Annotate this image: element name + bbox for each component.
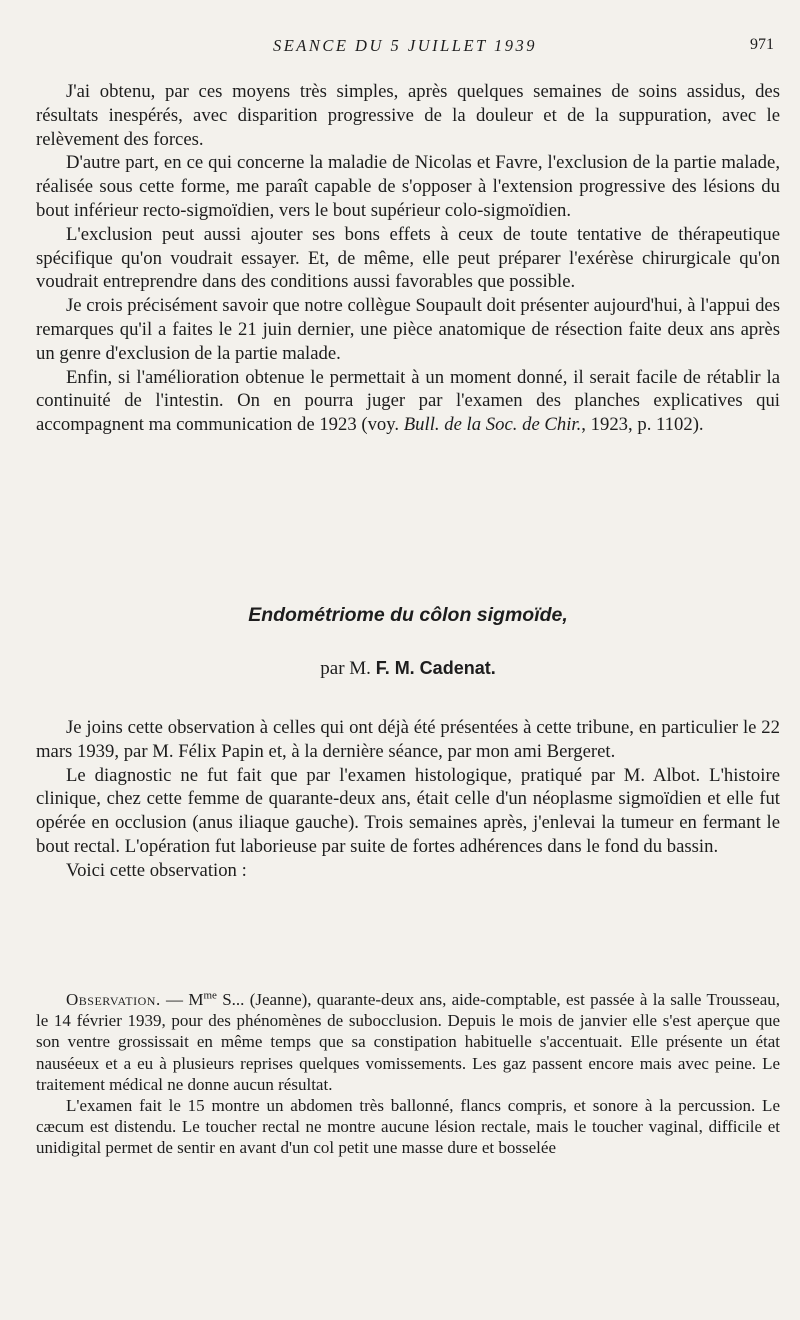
paragraph-with-citation [36, 366, 780, 437]
paragraph: J'ai obtenu, par ces moyens très simples, après quelques semaines de soins assidus, des résultats inespérés, avec disparition progressive de la douleur et de la suppuration, avec le relèvement des forces. [36, 81, 780, 150]
paragraph: Voici cette observation : [66, 859, 247, 881]
observation-paragraph: L'examen fait le 15 montre un abdomen très ballonné, flancs compris, et sonore à la percussion. Le cæcum est distendu. Le toucher rectal ne montre aucune lésion rectale, mais le toucher vaginal, difficile et unidigital permet de sentir en avant d'un col petit une masse dure et bosselée [36, 1096, 780, 1158]
observation-dash: — M [160, 990, 204, 1009]
page-header [36, 36, 774, 64]
paragraph: D'autre part, en ce qui concerne la maladie de Nicolas et Favre, l'exclusion de la partie malade, réalisée sous cette forme, me paraît capable de s'opposer à l'extension progressive des lésions du bout inférieur recto-sigmoïdien, vers le bout supérieur colo-sigmoïdien. [36, 152, 780, 221]
paragraph: Je crois précisément savoir que notre collègue Soupault doit présenter aujourd'hui, à l'appui des remarques qu'il a faites le 21 juin dernier, une pièce anatomique de résection faite deux ans après un genre d'exclusion de la partie malade. [36, 295, 780, 364]
running-head: SEANCE DU 5 JUILLET 1939 [272, 36, 538, 55]
citation-suffix: , 1923, p. 1102). [581, 414, 704, 436]
paragraph: Le diagnostic ne fut fait que par l'examen histologique, pratiqué par M. Albot. L'histoire clinique, chez cette femme de quarante-deux ans, était celle d'un néoplasme sigmoïdien et elle fut opérée en occlusion (anus iliaque gauche). Trois semaines après, j'enlevai la tumeur en fermant le bout rectal. L'opération fut laborieuse par suite de fortes adhérences dans le fond du bassin. [36, 764, 780, 857]
observation-superscript: me [203, 989, 217, 1002]
author-name: F. M. Cadenat. [375, 658, 496, 678]
author-prefix: par M. [320, 658, 376, 679]
body-text-section-2 [36, 716, 780, 883]
body-text-section-1 [36, 80, 780, 437]
observation-paragraph [36, 989, 780, 1095]
paragraph: L'exclusion peut aussi ajouter ses bons effets à ceux de toute tentative de thérapeutique spécifique qu'on voudrait essayer. Et, de même, elle peut préparer l'exérèse chirurgicale qu'on voudrait entreprendre dans des conditions aussi favorables que possible. [36, 223, 780, 293]
author-line [36, 658, 780, 680]
observation-label: Observation. [66, 990, 161, 1009]
page-number: 971 [750, 36, 774, 53]
paragraph: Je joins cette observation à celles qui ont déjà été présentées à cette tribune, en particulier le 22 mars 1939, par M. Félix Papin et, à la dernière séance, par mon ami Bergeret. [36, 717, 780, 762]
section-title: Endométriome du côlon sigmoïde, [248, 604, 568, 626]
observation-text: S... (Jeanne), quarante-deux ans, aide-comptable, est passée à la salle Trousseau, le 14 février 1939, pour des phénomènes de subocclusion. Depuis le mois de janvier elle s'est aperçue que son ventre grossissait en même temps que sa constipation habituelle s'accentuait. Elle présente un état nauséeux et a eu à plusieurs reprises quelques vomissements. Les gaz passent encore mais avec peine. Le traitement médical ne donne aucun résultat. [36, 990, 780, 1094]
observation-block [36, 989, 780, 1159]
citation: Bull. de la Soc. de Chir. [403, 414, 582, 436]
paragraph-text: Enfin, si l'amélioration obtenue le permettait à un moment donné, il serait facile de rétablir la continuité de l'intestin. On en pourra juger par l'examen des planches explicatives qui accompagnent ma communication de 1923 (voy. [36, 366, 780, 436]
